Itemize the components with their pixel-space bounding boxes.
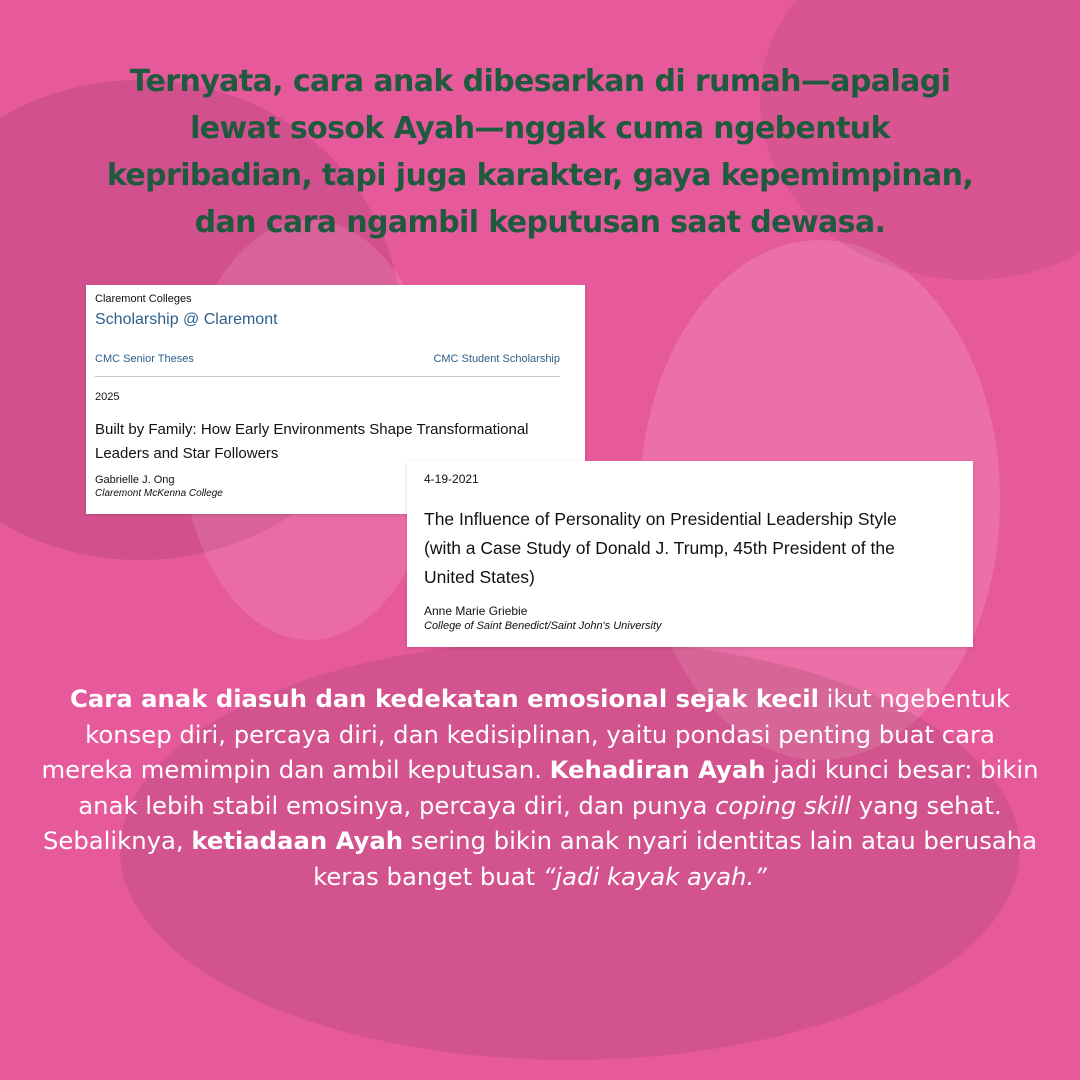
italic-quote: “jadi kayak ayah.” bbox=[542, 861, 767, 891]
paper-title-line: The Influence of Personality on Presidential Leadership Style bbox=[424, 509, 897, 529]
paper-author: Gabrielle J. Ong bbox=[95, 474, 175, 486]
emphasis-father-absence: ketiadaan Ayah bbox=[191, 826, 404, 855]
paper-title bbox=[95, 418, 570, 466]
body-text-segment: ikut ngebentuk konsep diri, percaya diri, dan kedisiplinan, yaitu pondasi penting buat cara mereka memimpin dan ambil keputusan. bbox=[41, 684, 1010, 784]
author-affiliation: Claremont McKenna College bbox=[95, 488, 223, 499]
breadcrumb-senior-theses[interactable]: CMC Senior Theses bbox=[95, 353, 194, 365]
breadcrumb-student-scholarship[interactable]: CMC Student Scholarship bbox=[433, 353, 560, 365]
body-paragraph bbox=[40, 681, 1040, 894]
headline-line: lewat sosok Ayah—nggak cuma ngebentuk bbox=[190, 111, 890, 146]
body-text-segment: sering bikin anak nyari identitas lain atau berusaha keras banget buat bbox=[313, 826, 1038, 891]
paper-card-griebie bbox=[407, 461, 973, 647]
headline-line: kepribadian, tapi juga karakter, gaya kepemimpinan, bbox=[106, 158, 974, 193]
author-affiliation: College of Saint Benedict/Saint John's University bbox=[424, 620, 662, 632]
body-text-segment: yang sehat. Sebaliknya, bbox=[42, 790, 1002, 855]
paper-title-line: Leaders and Star Followers bbox=[95, 445, 279, 462]
body-text-segment: jadi kunci besar: bikin anak lebih stabil emosinya, percaya diri, dan punya bbox=[78, 755, 1039, 820]
paper-author: Anne Marie Griebie bbox=[424, 604, 528, 618]
divider bbox=[95, 376, 560, 377]
publication-year: 2025 bbox=[95, 391, 120, 403]
headline-line: dan cara ngambil keputusan saat dewasa. bbox=[194, 205, 886, 240]
emphasis-parenting: Cara anak diasuh dan kedekatan emosional sejak kecil bbox=[70, 684, 819, 713]
institution-name: Claremont Colleges bbox=[95, 293, 192, 305]
emphasis-father-presence: Kehadiran Ayah bbox=[549, 755, 766, 784]
paper-title-line: Built by Family: How Early Environments Shape Transformational bbox=[95, 421, 529, 438]
headline-line: Ternyata, cara anak dibesarkan di rumah—apalagi bbox=[129, 64, 951, 99]
headline bbox=[90, 58, 990, 246]
paper-title-line: United States) bbox=[424, 567, 535, 587]
repository-link[interactable]: Scholarship @ Claremont bbox=[95, 311, 278, 328]
paper-title bbox=[424, 505, 964, 592]
publication-date: 4-19-2021 bbox=[424, 472, 479, 486]
italic-coping-skill: coping skill bbox=[715, 790, 851, 820]
paper-title-line: (with a Case Study of Donald J. Trump, 45th President of the bbox=[424, 538, 895, 558]
